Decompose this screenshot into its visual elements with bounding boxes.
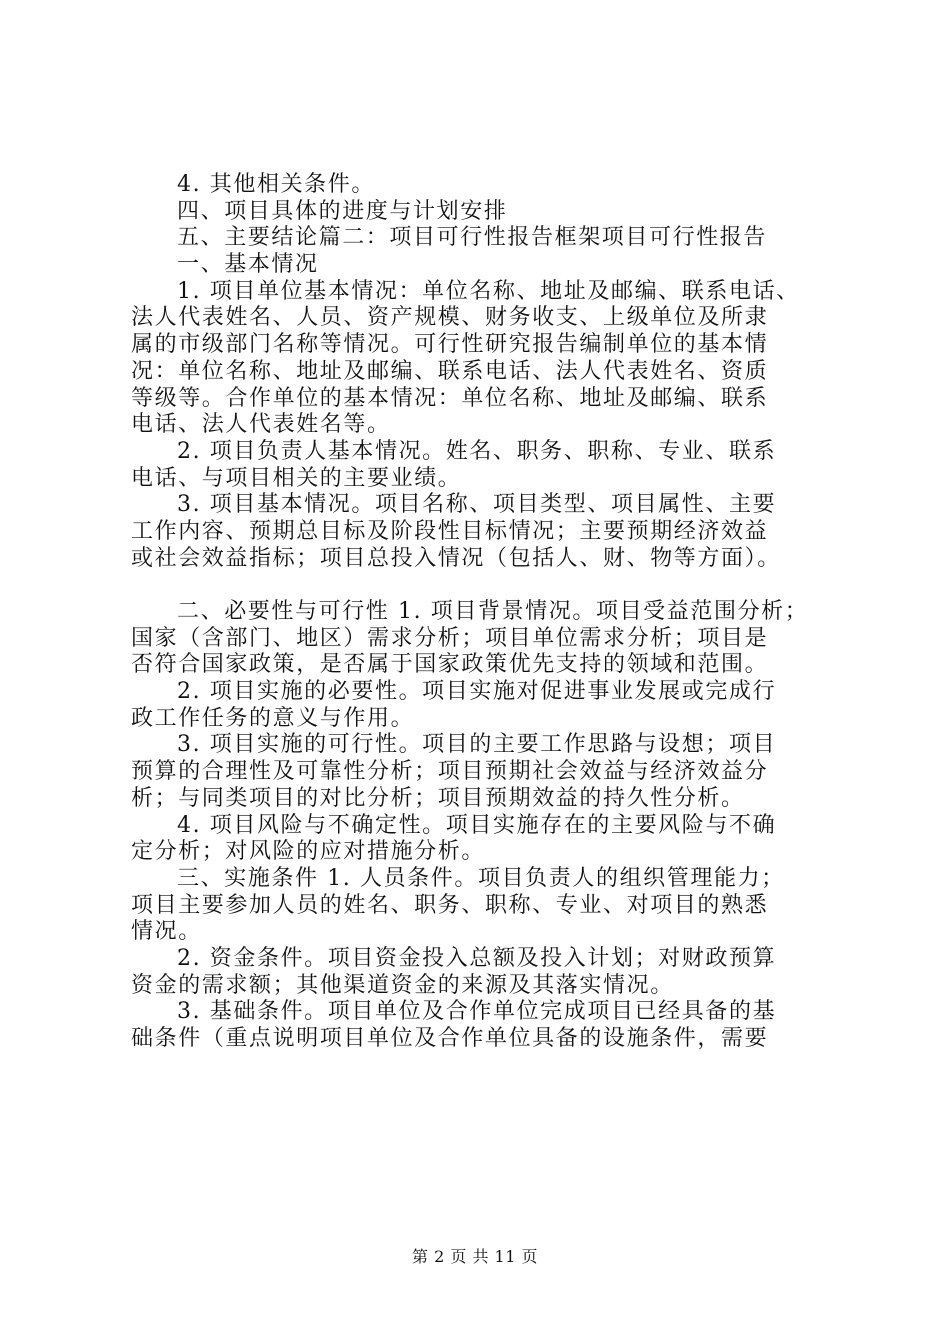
text-line: 4. 其他相关条件。 xyxy=(177,172,375,197)
blank-line xyxy=(131,572,831,599)
text-line: 3. 项目基本情况。项目名称、项目类型、项目属性、主要 xyxy=(177,492,777,518)
section-heading: 四、项目具体的进度与计划安排 xyxy=(177,198,508,224)
section-heading: 一、基本情况 xyxy=(177,252,319,278)
text-line: 2. 资金条件。项目资金投入总额及投入计划；对财政预算 xyxy=(177,945,777,971)
text-line: 政工作任务的意义与作用。 xyxy=(131,705,415,731)
section-heading: 二、必要性与可行性 1. 项目背景情况。项目受益范围分析； xyxy=(177,599,809,624)
section-heading: 五、主要结论篇二：项目可行性报告框架项目可行性报告 xyxy=(177,225,768,251)
text-line: 3. 项目实施的可行性。项目的主要工作思路与设想；项目 xyxy=(177,732,777,758)
text-line: 3. 基础条件。项目单位及合作单位完成项目已经具备的基 xyxy=(177,999,777,1025)
text-line: 国家（含部门、地区）需求分析；项目单位需求分析；项目是 xyxy=(131,625,769,651)
text-line: 1. 项目单位基本情况：单位名称、地址及邮编、联系电话、 xyxy=(177,278,800,304)
text-line: 属的市级部门名称等情况。可行性研究报告编制单位的基本情 xyxy=(131,332,769,358)
text-line: 况：单位名称、地址及邮编、联系电话、法人代表姓名、资质 xyxy=(131,358,769,384)
text-line: 电话、与项目相关的主要业绩。 xyxy=(131,465,462,491)
text-line: 析；与同类项目的对比分析；项目预期效益的持久性分析。 xyxy=(131,785,745,811)
text-line: 工作内容、预期总目标及阶段性目标情况；主要预期经济效益 xyxy=(131,518,769,544)
text-line: 4. 项目风险与不确定性。项目实施存在的主要风险与不确 xyxy=(177,812,777,838)
text-line: 预算的合理性及可靠性分析；项目预期社会效益与经济效益分 xyxy=(131,759,769,785)
text-line: 2. 项目负责人基本情况。姓名、职务、职称、专业、联系 xyxy=(177,438,777,464)
page-number-footer: 第 2 页 共 11 页 xyxy=(412,1247,538,1266)
text-line: 否符合国家政策，是否属于国家政策优先支持的领域和范围。 xyxy=(131,652,769,678)
section-heading: 三、实施条件 1. 人员条件。项目负责人的组织管理能力； xyxy=(177,865,785,891)
document-body xyxy=(131,172,831,1053)
text-line: 情况。 xyxy=(131,919,202,945)
text-line: 资金的需求额；其他渠道资金的来源及其落实情况。 xyxy=(131,972,674,998)
text-line: 础条件（重点说明项目单位及合作单位具备的设施条件，需要 xyxy=(131,1026,769,1051)
text-line: 项目主要参加人员的姓名、职务、职称、专业、对项目的熟悉 xyxy=(131,892,769,918)
text-line: 电话、法人代表姓名等。 xyxy=(131,412,391,438)
text-line: 定分析；对风险的应对措施分析。 xyxy=(131,839,486,865)
text-line: 2. 项目实施的必要性。项目实施对促进事业发展或完成行 xyxy=(177,679,777,705)
text-line: 法人代表姓名、人员、资产规模、财务收支、上级单位及所隶 xyxy=(131,305,769,331)
text-line: 等级等。合作单位的基本情况：单位名称、地址及邮编、联系 xyxy=(131,385,769,411)
text-line: 或社会效益指标；项目总投入情况（包括人、财、物等方面）。 xyxy=(131,545,781,571)
